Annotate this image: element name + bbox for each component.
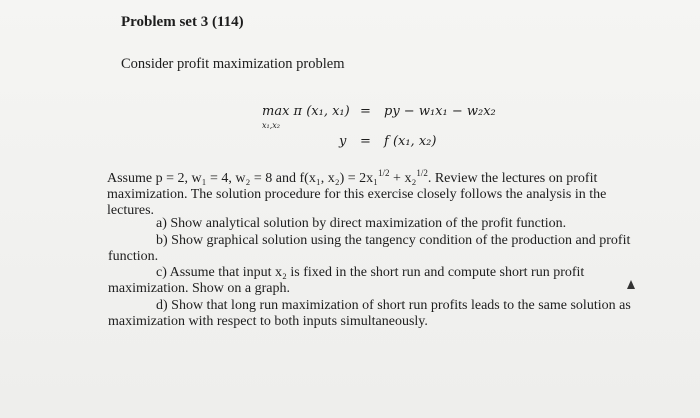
question-c: c) Assume that input x₂ is fixed in the short run and compute short run profit maximization. Show on a graph.: [108, 265, 585, 296]
constraint-equals: =: [360, 134, 371, 149]
mouse-cursor-icon: [627, 280, 635, 289]
problem-set-title: Problem set 3 (114): [121, 14, 244, 30]
objective-subscript: x₁,x₂: [262, 121, 280, 130]
assumption-paragraph: Assume p = 2, w₁ = 4, w₂ = 8 and f(x₁, x₂) = 2x₁$^{1/2}$ + x₂$^{1/2}$. Review the lectures on profit maximization. The solution procedure for this exercise closely follows the analysis in the lectures.: [107, 168, 607, 218]
constraint-rhs: f (x₁, x₂): [384, 134, 437, 149]
objective-equals: =: [360, 104, 371, 119]
question-b: b) Show graphical solution using the tangency condition of the production and profit function.: [108, 233, 631, 264]
constraint-lhs: y: [339, 134, 347, 149]
intro-text: Consider profit maximization problem: [121, 56, 345, 72]
question-a: a) Show analytical solution by direct maximization of the profit function.: [156, 216, 567, 231]
question-d: d) Show that long run maximization of short run profits leads to the same solution as maximization with respect to both inputs simultaneously.: [108, 298, 631, 329]
objective-rhs: py − w₁x₁ − w₂x₂: [384, 104, 496, 119]
objective-lhs: max π (x₁, x₁): [262, 104, 350, 119]
